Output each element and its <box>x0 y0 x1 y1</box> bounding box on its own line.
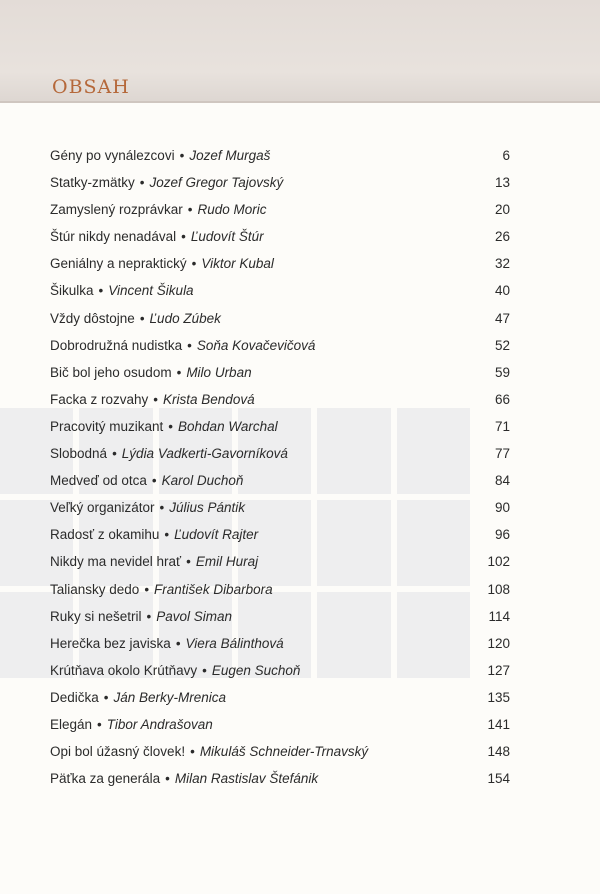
toc-entry <box>50 142 510 169</box>
toc-entry-author: Mikuláš Schneider-Trnavský <box>199 744 369 760</box>
bullet-separator: • <box>151 473 157 489</box>
toc-entry-title: Veľký organizátor <box>50 500 155 516</box>
toc-entry-title: Šikulka <box>50 283 94 299</box>
toc-entry <box>50 250 510 277</box>
bullet-separator: • <box>153 391 159 407</box>
toc-entry-title: Dobrodružná nudistka <box>50 337 183 353</box>
toc-entry-title: Vždy dôstojne <box>50 310 135 326</box>
toc-entry-title: Geniálny a nepraktický <box>50 256 187 272</box>
toc-entry <box>50 386 510 413</box>
toc-entry-author: Milan Rastislav Štefánik <box>174 771 319 787</box>
bullet-separator: • <box>202 662 207 678</box>
toc-entry-author: Ján Berky-Mrenica <box>113 689 227 705</box>
toc-entry-author: Vincent Šikula <box>108 283 194 299</box>
toc-entry <box>50 413 510 440</box>
bullet-separator: • <box>175 635 181 651</box>
toc-entry-title: Pracovitý muzikant <box>50 418 164 434</box>
toc-entry-page-number: 96 <box>494 527 510 543</box>
toc-entry-author: Eugen Suchoň <box>211 662 301 678</box>
bullet-separator: • <box>186 554 191 570</box>
toc-entry <box>50 711 510 738</box>
toc-entry-title: Taliansky dedo <box>50 581 140 597</box>
bullet-separator: • <box>168 418 174 434</box>
bullet-separator: • <box>97 716 102 732</box>
toc-entry-page-number: 32 <box>494 256 510 272</box>
toc-entry-title: Radosť z okamihu <box>50 527 160 543</box>
bullet-separator: • <box>190 744 195 760</box>
toc-entry <box>50 765 510 792</box>
bullet-separator: • <box>191 256 197 272</box>
toc-entry-title: Slobodná <box>50 446 108 462</box>
toc-entry-author: Július Pántik <box>169 500 246 516</box>
bullet-separator: • <box>179 148 185 163</box>
page-title: OBSAH <box>52 76 130 98</box>
toc-entry-author: Ľudovít Štúr <box>190 229 264 245</box>
toc-entry-title: Statky-zmätky <box>50 175 135 191</box>
toc-entry <box>50 440 510 467</box>
toc-entry-page-number: 148 <box>487 744 510 760</box>
toc-entry-author: Viktor Kubal <box>201 256 274 272</box>
toc-entry-page-number: 127 <box>487 662 510 678</box>
toc-entry-page-number: 59 <box>494 364 510 380</box>
toc-entry-title: Gény po vynálezcovi <box>50 148 175 163</box>
toc-entry-page-number: 114 <box>488 608 510 624</box>
bullet-separator: • <box>139 310 145 326</box>
bullet-separator: • <box>146 608 152 624</box>
toc-entry-title: Elegán <box>50 716 93 732</box>
toc-entry-title: Ruky si nešetril <box>50 608 142 624</box>
toc-entry-page-number: 141 <box>487 716 510 732</box>
bullet-separator: • <box>164 527 170 543</box>
toc-entry-author: Lýdia Vadkerti-Gavorníková <box>121 446 288 462</box>
toc-entry-title: Bič bol jeho osudom <box>50 364 172 380</box>
toc-entry-author: Tibor Andrašovan <box>106 716 213 732</box>
toc-entry-page-number: 13 <box>494 175 510 191</box>
toc-entry-page-number: 20 <box>494 202 510 218</box>
bullet-separator: • <box>176 364 182 380</box>
toc-entry-page-number: 47 <box>494 310 510 326</box>
toc-entry-page-number: 90 <box>494 500 510 516</box>
toc-entry-title: Facka z rozvahy <box>50 391 149 407</box>
toc-entry-author: František Dibarbora <box>154 581 273 597</box>
bullet-separator: • <box>159 500 165 516</box>
toc-entry <box>50 657 510 684</box>
toc-entry-page-number: 108 <box>487 581 510 597</box>
bullet-separator: • <box>187 202 193 218</box>
toc-entry-author: Pavol Siman <box>156 608 233 624</box>
toc-entry-title: Nikdy ma nevidel hrať <box>50 554 182 570</box>
toc-entry-page-number: 66 <box>494 391 510 407</box>
toc-entry-title: Štúr nikdy nenadával <box>50 229 177 245</box>
toc-entry-title: Zamyslený rozprávkar <box>50 202 183 218</box>
toc-entry-author: Milo Urban <box>186 364 252 380</box>
toc-entry-title: Krútňava okolo Krútňavy <box>50 662 198 678</box>
toc-entry-author: Karol Duchoň <box>161 473 244 489</box>
toc-entry-author: Viera Bálinthová <box>185 635 284 651</box>
toc-entry-page-number: 77 <box>494 446 510 462</box>
toc-entry-page-number: 135 <box>487 689 510 705</box>
bullet-separator: • <box>187 337 192 353</box>
toc-entry <box>50 576 510 603</box>
toc-entry-author: Soňa Kovačevičová <box>196 337 316 353</box>
toc-entry-page-number: 71 <box>494 418 510 434</box>
toc-entry-page-number: 40 <box>494 283 510 299</box>
table-of-contents <box>50 142 510 792</box>
toc-entry <box>50 738 510 765</box>
toc-entry <box>50 359 510 386</box>
toc-entry <box>50 305 510 332</box>
toc-entry-author: Ľudo Zúbek <box>149 310 221 326</box>
toc-entry-title: Opi bol úžasný človek! <box>50 744 186 760</box>
bullet-separator: • <box>139 175 145 191</box>
toc-entry <box>50 467 510 494</box>
toc-entry-page-number: 120 <box>487 635 510 651</box>
toc-entry-page-number: 52 <box>494 337 510 353</box>
bullet-separator: • <box>165 771 170 787</box>
toc-entry-page-number: 84 <box>494 473 510 489</box>
toc-entry <box>50 196 510 223</box>
toc-entry <box>50 169 510 196</box>
toc-entry-title: Dedička <box>50 689 99 705</box>
toc-entry-page-number: 6 <box>502 148 510 163</box>
toc-entry <box>50 630 510 657</box>
toc-entry-title: Herečka bez javiska <box>50 635 171 651</box>
toc-entry-title: Päťka za generála <box>50 771 161 787</box>
bullet-separator: • <box>103 689 109 705</box>
bullet-separator: • <box>98 283 104 299</box>
toc-entry-page-number: 154 <box>487 771 510 787</box>
toc-entry-title: Medveď od otca <box>50 473 147 489</box>
toc-entry-author: Jozef Murgaš <box>189 148 271 163</box>
toc-entry <box>50 223 510 250</box>
toc-entry-page-number: 26 <box>494 229 510 245</box>
toc-entry-page-number: 102 <box>487 554 510 570</box>
toc-entry-author: Jozef Gregor Tajovský <box>149 175 284 191</box>
bullet-separator: • <box>112 446 117 462</box>
toc-entry-author: Bohdan Warchal <box>178 418 278 434</box>
bullet-separator: • <box>181 229 186 245</box>
toc-entry-author: Emil Huraj <box>195 554 259 570</box>
toc-entry <box>50 332 510 359</box>
toc-entry-author: Ľudovít Rajter <box>174 527 259 543</box>
toc-entry <box>50 548 510 575</box>
toc-entry-author: Krista Bendová <box>163 391 255 407</box>
toc-entry <box>50 521 510 548</box>
bullet-separator: • <box>144 581 150 597</box>
toc-entry <box>50 277 510 304</box>
toc-entry <box>50 684 510 711</box>
toc-entry-author: Rudo Moric <box>197 202 267 218</box>
toc-entry <box>50 494 510 521</box>
toc-entry <box>50 603 510 630</box>
